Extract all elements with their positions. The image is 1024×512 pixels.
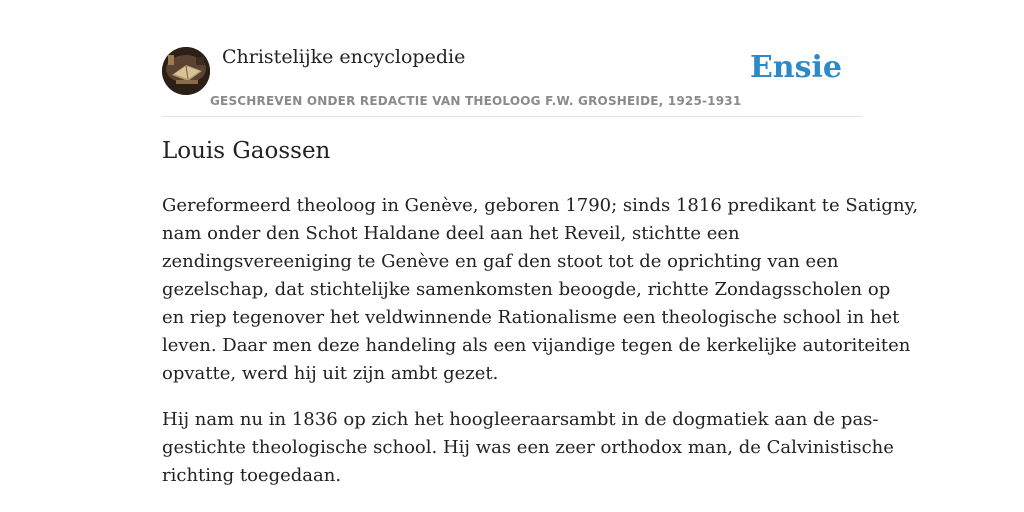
article-paragraph (162, 192, 919, 388)
text-line: en riep tegenover het veldwinnende Rationalisme een theologische school in het (162, 307, 900, 328)
site-subtitle: GESCHREVEN ONDER REDACTIE VAN THEOLOOG F.W. GROSHEIDE, 1925-1931 (210, 94, 742, 108)
text-line: opvatte, werd hij uit zijn ambt gezet. (162, 363, 499, 384)
text-line: Gereformeerd theoloog in Genève, geboren 1790; sinds 1816 predikant te Satigny, (162, 195, 919, 216)
text-line: richting toegedaan. (162, 465, 342, 486)
page-title: Louis Gaossen (162, 138, 331, 164)
text-line: gestichte theologische school. Hij was een zeer orthodox man, de Calvinistische (162, 437, 894, 458)
text-line: leven. Daar men deze handeling als een vijandige tegen de kerkelijke autoriteiten (162, 335, 911, 356)
article-paragraph (162, 406, 894, 490)
text-line: nam onder den Schot Haldane deel aan het Reveil, stichtte een (162, 223, 740, 244)
text-line: gezelschap, dat stichtelijke samenkomsten beoogde, richtte Zondagsscholen op (162, 279, 891, 300)
brand-logo[interactable]: Ensie (749, 50, 842, 85)
site-header (162, 44, 862, 117)
text-line: Hij nam nu in 1836 op zich het hoogleeraarsambt in de dogmatiek aan de pas- (162, 409, 879, 430)
article-body (162, 192, 919, 508)
text-line: zendingsvereeniging te Genève en gaf den stoot tot de oprichting van een (162, 251, 839, 272)
site-title[interactable]: Christelijke encyclopedie (222, 46, 466, 68)
book-photo-icon[interactable] (162, 47, 210, 95)
